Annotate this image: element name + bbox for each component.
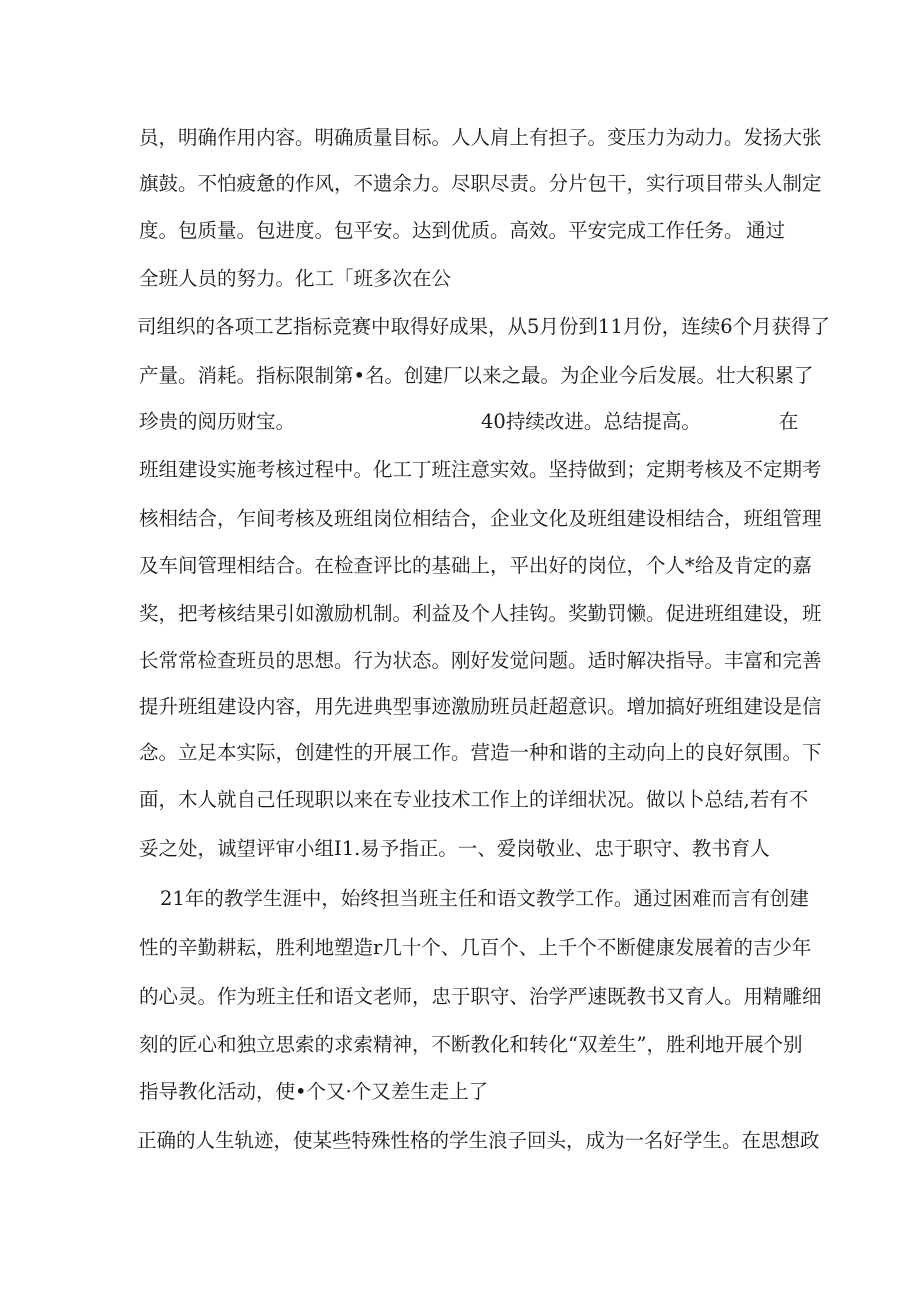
text-line-7-mid: 40持续改进。总结提高。 [481, 410, 701, 433]
text-line-3-main: 度。包质量。包进度。包平安。达到优质。高效。平安完成工作任务。 [139, 219, 744, 242]
text-line-7 [139, 402, 799, 442]
text-line-6: 产量。消耗。指标限制第•名。创建厂以来之最。为企业今后发展。壮大积累了 [139, 364, 814, 387]
text-line-1: 员，明确作用内容。明确质量目标。人人肩上有担子。变压力为动力。发扬大张 [139, 126, 822, 149]
text-line-4: 全班人员的努力。化工「班多次在公 [139, 267, 452, 290]
text-line-20: 刻的匠心和独立思索的求索精神，不断教化和转化“双差生”，胜利地开展个别 [139, 1033, 803, 1056]
text-line-9: 核相结合，乍间考核及班组岗位相结合，企业文化及班组建设相结合，班组管理 [139, 507, 822, 530]
text-line-3-tail: 通过 [746, 219, 786, 242]
text-line-3 [139, 211, 789, 251]
text-line-8: 班组建设实施考核过程中。化工丁班注意实效。坚持做到；定期考核及不定期考 [139, 458, 822, 481]
text-line-14: 念。立足本实际，创建性的开展工作。营造一种和谐的主动向上的良好氛围。下 [139, 741, 822, 764]
text-line-16: 妥之处，诚望评审小组I1.易予指正。一、爱岗敬业、忠于职守、教书育人 [139, 837, 770, 860]
text-line-12: 长常常检查班员的思想。行为状态。刚好发觉问题。适时解决指导。丰富和完善 [139, 649, 822, 672]
text-line-7-main: 珍贵的阅历财宝。 [139, 410, 296, 433]
text-line-5: 司组织的各项工艺指标竞赛中取得好成果，从5月份到11月份，连续6个月获得了 [137, 315, 831, 338]
text-line-15: 面，木人就自己任现职以来在专业技术工作上的详细状况。做以卜总结,若有不 [139, 788, 809, 811]
text-line-7-tail: 在 [779, 410, 799, 433]
text-line-19: 的心灵。作为班主任和语文老师，忠于职守、治学严速既教书又育人。用精雕细 [139, 985, 822, 1008]
text-line-17: 21年的教学生涯中，始终担当班主任和语文教学工作。通过困难而言有创建 [160, 887, 809, 910]
text-line-21: 指导教化活动，使•个又·个又差生走上了 [139, 1080, 489, 1103]
text-line-13: 提升班组建设内容，用先进典型事迹激励班员赶超意识。增加搞好班组建设是信 [139, 695, 822, 718]
text-line-18: 性的辛勤耕耘，胜利地塑造r几十个、几百个、上千个不断健康发展着的吉少年 [139, 936, 812, 959]
text-line-2: 旗鼓。不怕疲惫的作风，不遗余力。尽职尽责。分片包干，实行项目带头人制定 [139, 172, 822, 195]
text-line-11: 奖，把考核结果引如激励机制。利益及个人挂钩。奖勤罚懒。促进班组建设，班 [139, 602, 822, 625]
text-line-22: 正确的人生轨迹，使某些特殊性格的学生浪子回头，成为一名好学生。在思想政 [137, 1129, 820, 1152]
text-line-10: 及车间管理相结合。在检查评比的基础上，平出好的岗位，个人*给及肯定的嘉 [139, 554, 812, 577]
